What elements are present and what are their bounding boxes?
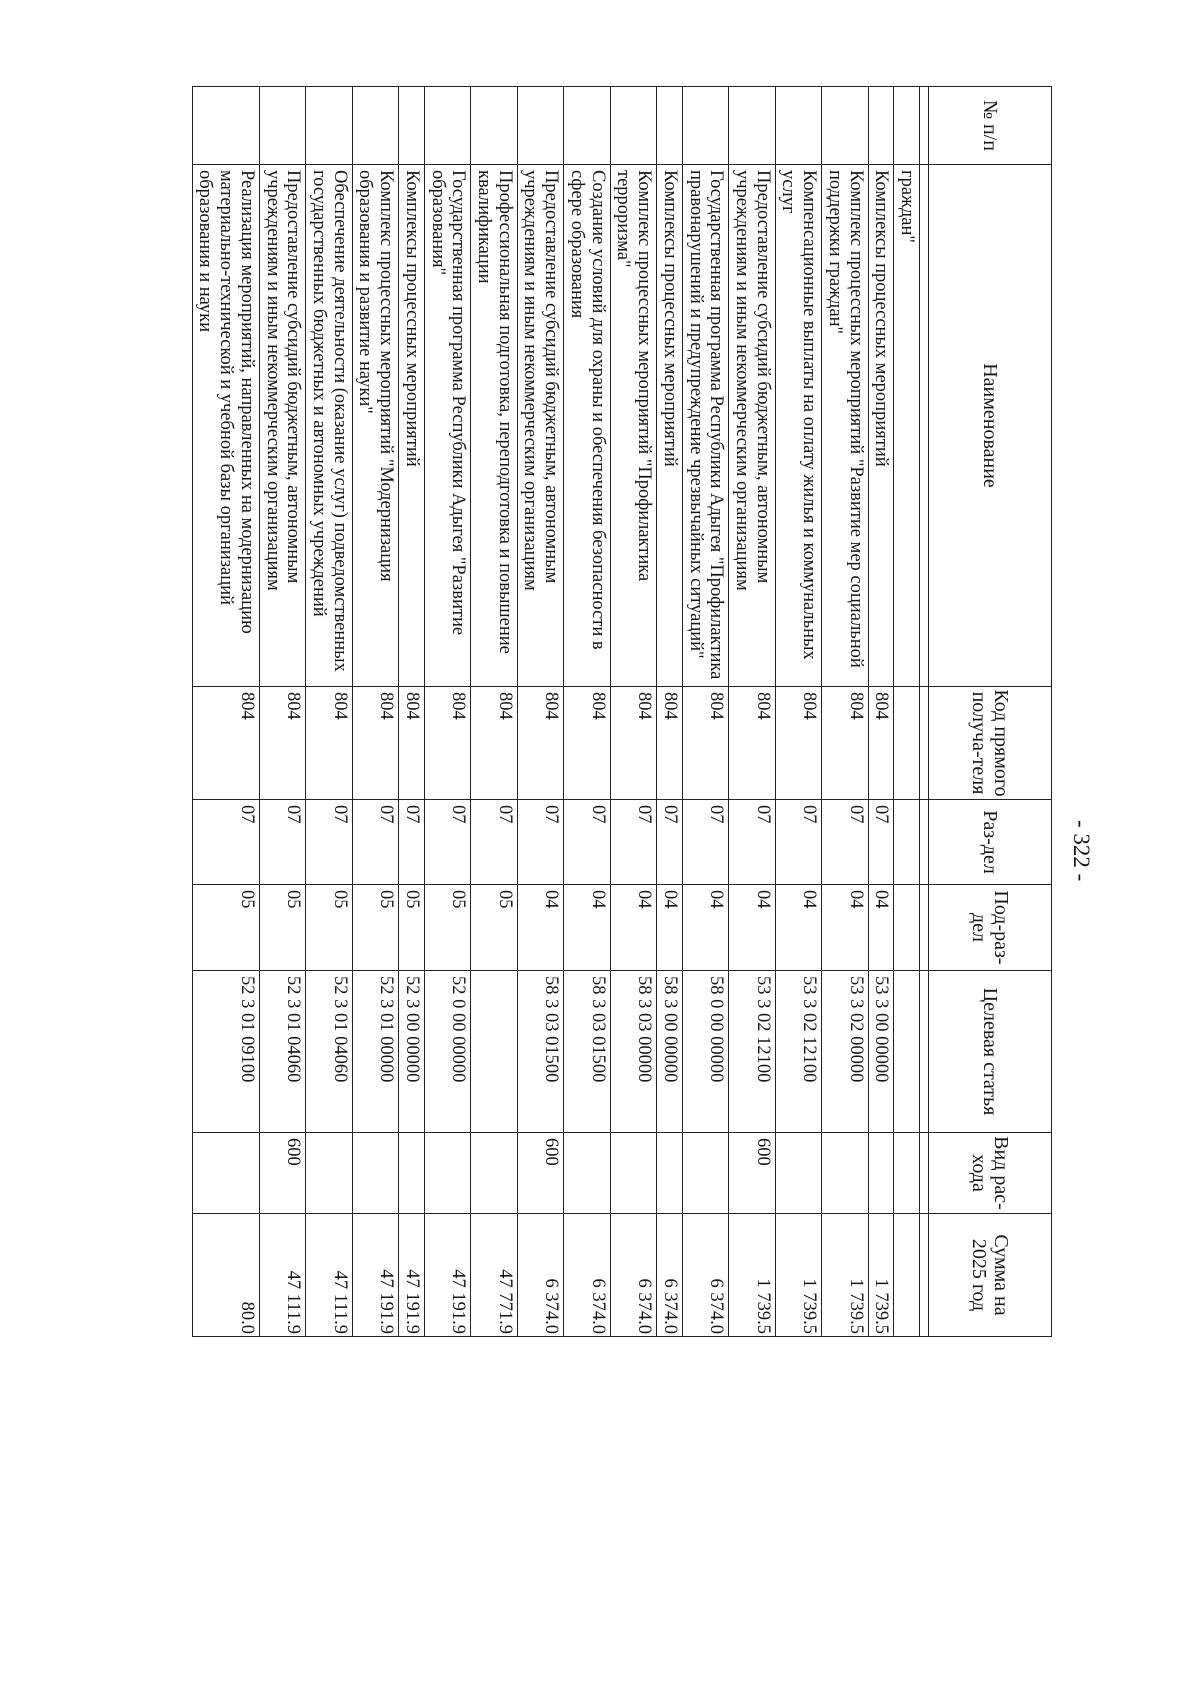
cell-sum: 47 771.9: [471, 1214, 517, 1337]
cell-podrazdel: 05: [192, 885, 259, 971]
cell-razdel: 07: [729, 800, 775, 885]
cell-name: Предоставление субсидий бюджетным, автономным учреждениям и иным некоммерческим организациям: [259, 165, 305, 687]
cell-no: [517, 87, 563, 165]
cell-vid: [610, 1133, 656, 1214]
cell-no: [399, 87, 425, 165]
table-spacer-row: [920, 87, 929, 1337]
cell-code: 804: [517, 687, 563, 800]
cell-vid: [564, 1133, 610, 1214]
cell-target: 58 3 03 01500: [564, 971, 610, 1133]
table-header-row: [929, 87, 1052, 1337]
cell-podrazdel: [894, 885, 920, 971]
cell-no: [657, 87, 683, 165]
cell-podrazdel: 04: [564, 885, 610, 971]
cell-podrazdel: 04: [775, 885, 821, 971]
cell-podrazdel: 04: [610, 885, 656, 971]
cell-code: 804: [306, 687, 352, 800]
cell-no: [306, 87, 352, 165]
cell-razdel: 07: [775, 800, 821, 885]
cell-name: Предоставление субсидий бюджетным, автономным учреждениям и иным некоммерческим организациям: [517, 165, 563, 687]
cell-sum: 47 111.9: [306, 1214, 352, 1337]
spacer-cell: [920, 165, 929, 687]
table-row: [424, 87, 470, 1337]
cell-name: Создание условий для охраны и обеспечения безопасности в сфере образования: [564, 165, 610, 687]
cell-vid: [192, 1133, 259, 1214]
cell-razdel: 07: [517, 800, 563, 885]
cell-code: [894, 687, 920, 800]
cell-vid: [471, 1133, 517, 1214]
cell-podrazdel: 05: [424, 885, 470, 971]
cell-target: [471, 971, 517, 1133]
cell-razdel: 07: [192, 800, 259, 885]
cell-no: [822, 87, 868, 165]
table-row: [517, 87, 563, 1337]
cell-podrazdel: 05: [471, 885, 517, 971]
cell-razdel: 07: [352, 800, 398, 885]
cell-razdel: 07: [424, 800, 470, 885]
spacer-cell: [920, 885, 929, 971]
cell-target: 53 3 02 12100: [775, 971, 821, 1133]
cell-razdel: 07: [822, 800, 868, 885]
spacer-cell: [920, 1133, 929, 1214]
cell-no: [894, 87, 920, 165]
cell-sum: 47 191.9: [399, 1214, 425, 1337]
cell-target: 52 3 01 09100: [192, 971, 259, 1133]
table-row: [822, 87, 868, 1337]
cell-name: Комплексы процессных мероприятий: [868, 165, 894, 687]
cell-razdel: [894, 800, 920, 885]
header-sum: Сумма на 2025 год: [929, 1214, 1052, 1337]
cell-razdel: 07: [471, 800, 517, 885]
spacer-cell: [920, 687, 929, 800]
cell-target: 58 3 00 00000: [657, 971, 683, 1133]
header-no: № п/п: [929, 87, 1052, 165]
cell-code: 804: [682, 687, 728, 800]
cell-vid: [424, 1133, 470, 1214]
cell-no: [352, 87, 398, 165]
cell-sum: 6 374.0: [657, 1214, 683, 1337]
cell-podrazdel: 04: [682, 885, 728, 971]
cell-vid: [894, 1133, 920, 1214]
cell-vid: [775, 1133, 821, 1214]
cell-target: 53 3 02 12100: [729, 971, 775, 1133]
cell-code: 804: [610, 687, 656, 800]
table-row: [894, 87, 920, 1337]
header-podrazdel: Под-раз-дел: [929, 885, 1052, 971]
cell-target: 52 0 00 00000: [424, 971, 470, 1133]
cell-name: Компенсационные выплаты на оплату жилья и коммунальных услуг: [775, 165, 821, 687]
table-row: [729, 87, 775, 1337]
table-row: [399, 87, 425, 1337]
cell-razdel: 07: [564, 800, 610, 885]
cell-no: [610, 87, 656, 165]
cell-sum: 80.0: [192, 1214, 259, 1337]
cell-name: Комплексы процессных мероприятий: [657, 165, 683, 687]
cell-target: 52 3 01 00000: [352, 971, 398, 1133]
table-row: [775, 87, 821, 1337]
cell-code: 804: [471, 687, 517, 800]
cell-target: 53 3 02 00000: [822, 971, 868, 1133]
cell-vid: [822, 1133, 868, 1214]
cell-sum: 1 739.5: [868, 1214, 894, 1337]
cell-name: Государственная программа Республики Адыгея "Профилактика правонарушений и предупреждение чрезвычайных ситуаций": [682, 165, 728, 687]
table-row: [657, 87, 683, 1337]
cell-podrazdel: 05: [306, 885, 352, 971]
header-razdel: Раз-дел: [929, 800, 1052, 885]
cell-code: 804: [729, 687, 775, 800]
cell-sum: 6 374.0: [610, 1214, 656, 1337]
budget-table: [192, 86, 1052, 1337]
cell-name: Комплекс процессных мероприятий "Развитие мер социальной поддержки граждан": [822, 165, 868, 687]
cell-razdel: 07: [306, 800, 352, 885]
spacer-cell: [920, 87, 929, 165]
cell-name: Комплекс процессных мероприятий "Модернизация образования и развитие науки": [352, 165, 398, 687]
cell-no: [564, 87, 610, 165]
cell-razdel: 07: [259, 800, 305, 885]
cell-vid: [306, 1133, 352, 1214]
cell-podrazdel: 04: [657, 885, 683, 971]
cell-name: Профессиональная подготовка, переподготовка и повышение квалификации: [471, 165, 517, 687]
header-target: Целевая статья: [929, 971, 1052, 1133]
cell-target: 58 3 03 01500: [517, 971, 563, 1133]
cell-code: 804: [352, 687, 398, 800]
cell-razdel: 07: [399, 800, 425, 885]
cell-vid: [868, 1133, 894, 1214]
spacer-cell: [920, 800, 929, 885]
cell-vid: 600: [259, 1133, 305, 1214]
cell-podrazdel: 05: [399, 885, 425, 971]
cell-code: 804: [259, 687, 305, 800]
cell-vid: [682, 1133, 728, 1214]
cell-sum: 1 739.5: [775, 1214, 821, 1337]
cell-sum: 1 739.5: [822, 1214, 868, 1337]
cell-no: [259, 87, 305, 165]
cell-podrazdel: 04: [868, 885, 894, 971]
spacer-cell: [920, 1214, 929, 1337]
cell-name: Реализация мероприятий, направленных на модернизацию материально-технической и учебной базы организаций образования и науки: [192, 165, 259, 687]
cell-sum: 47 191.9: [352, 1214, 398, 1337]
cell-vid: [657, 1133, 683, 1214]
cell-no: [471, 87, 517, 165]
cell-podrazdel: 05: [259, 885, 305, 971]
cell-razdel: 07: [657, 800, 683, 885]
cell-podrazdel: 05: [352, 885, 398, 971]
cell-code: 804: [822, 687, 868, 800]
cell-no: [192, 87, 259, 165]
table-row: [868, 87, 894, 1337]
cell-target: 52 3 01 04060: [306, 971, 352, 1133]
cell-vid: 600: [729, 1133, 775, 1214]
table-row: [610, 87, 656, 1337]
cell-podrazdel: 04: [822, 885, 868, 971]
cell-target: 52 3 00 00000: [399, 971, 425, 1133]
table-row: [259, 87, 305, 1337]
cell-sum: 1 739.5: [729, 1214, 775, 1337]
cell-vid: 600: [517, 1133, 563, 1214]
cell-target: 53 3 00 00000: [868, 971, 894, 1133]
cell-razdel: 07: [682, 800, 728, 885]
cell-sum: 6 374.0: [517, 1214, 563, 1337]
table-row: [564, 87, 610, 1337]
header-name: Наименование: [929, 165, 1052, 687]
cell-sum: 47 111.9: [259, 1214, 305, 1337]
table-row: [306, 87, 352, 1337]
header-code: Код прямого получа-теля: [929, 687, 1052, 800]
cell-name: Государственная программа Республики Адыгея "Развитие образования": [424, 165, 470, 687]
cell-name: Предоставление субсидий бюджетным, автономным учреждениям и иным некоммерческим организациям: [729, 165, 775, 687]
cell-code: 804: [868, 687, 894, 800]
cell-code: 804: [192, 687, 259, 800]
cell-razdel: 07: [868, 800, 894, 885]
cell-podrazdel: 04: [517, 885, 563, 971]
header-vid: Вид рас-хода: [929, 1133, 1052, 1214]
table-row: [682, 87, 728, 1337]
cell-no: [729, 87, 775, 165]
table-row: [352, 87, 398, 1337]
cell-code: 804: [564, 687, 610, 800]
cell-target: [894, 971, 920, 1133]
cell-podrazdel: 04: [729, 885, 775, 971]
cell-name: Комплексы процессных мероприятий: [399, 165, 425, 687]
cell-sum: 47 191.9: [424, 1214, 470, 1337]
cell-target: 58 0 00 00000: [682, 971, 728, 1133]
cell-no: [682, 87, 728, 165]
cell-razdel: 07: [610, 800, 656, 885]
cell-sum: 6 374.0: [564, 1214, 610, 1337]
cell-no: [424, 87, 470, 165]
page-number: - 322 -: [1069, 820, 1094, 882]
spacer-cell: [920, 971, 929, 1133]
cell-sum: [894, 1214, 920, 1337]
cell-code: 804: [657, 687, 683, 800]
cell-vid: [399, 1133, 425, 1214]
table-body: [192, 87, 919, 1337]
cell-target: 58 3 03 00000: [610, 971, 656, 1133]
cell-sum: 6 374.0: [682, 1214, 728, 1337]
cell-no: [775, 87, 821, 165]
table-row: [471, 87, 517, 1337]
cell-vid: [352, 1133, 398, 1214]
cell-code: 804: [775, 687, 821, 800]
cell-target: 52 3 01 04060: [259, 971, 305, 1133]
cell-code: 804: [424, 687, 470, 800]
cell-name: граждан": [894, 165, 920, 687]
table-row: [192, 87, 259, 1337]
cell-code: 804: [399, 687, 425, 800]
cell-name: Комплекс процессных мероприятий "Профилактика терроризма": [610, 165, 656, 687]
cell-no: [868, 87, 894, 165]
cell-name: Обеспечение деятельности (оказание услуг) подведомственных государственных бюджетных и автономных учреждений: [306, 165, 352, 687]
